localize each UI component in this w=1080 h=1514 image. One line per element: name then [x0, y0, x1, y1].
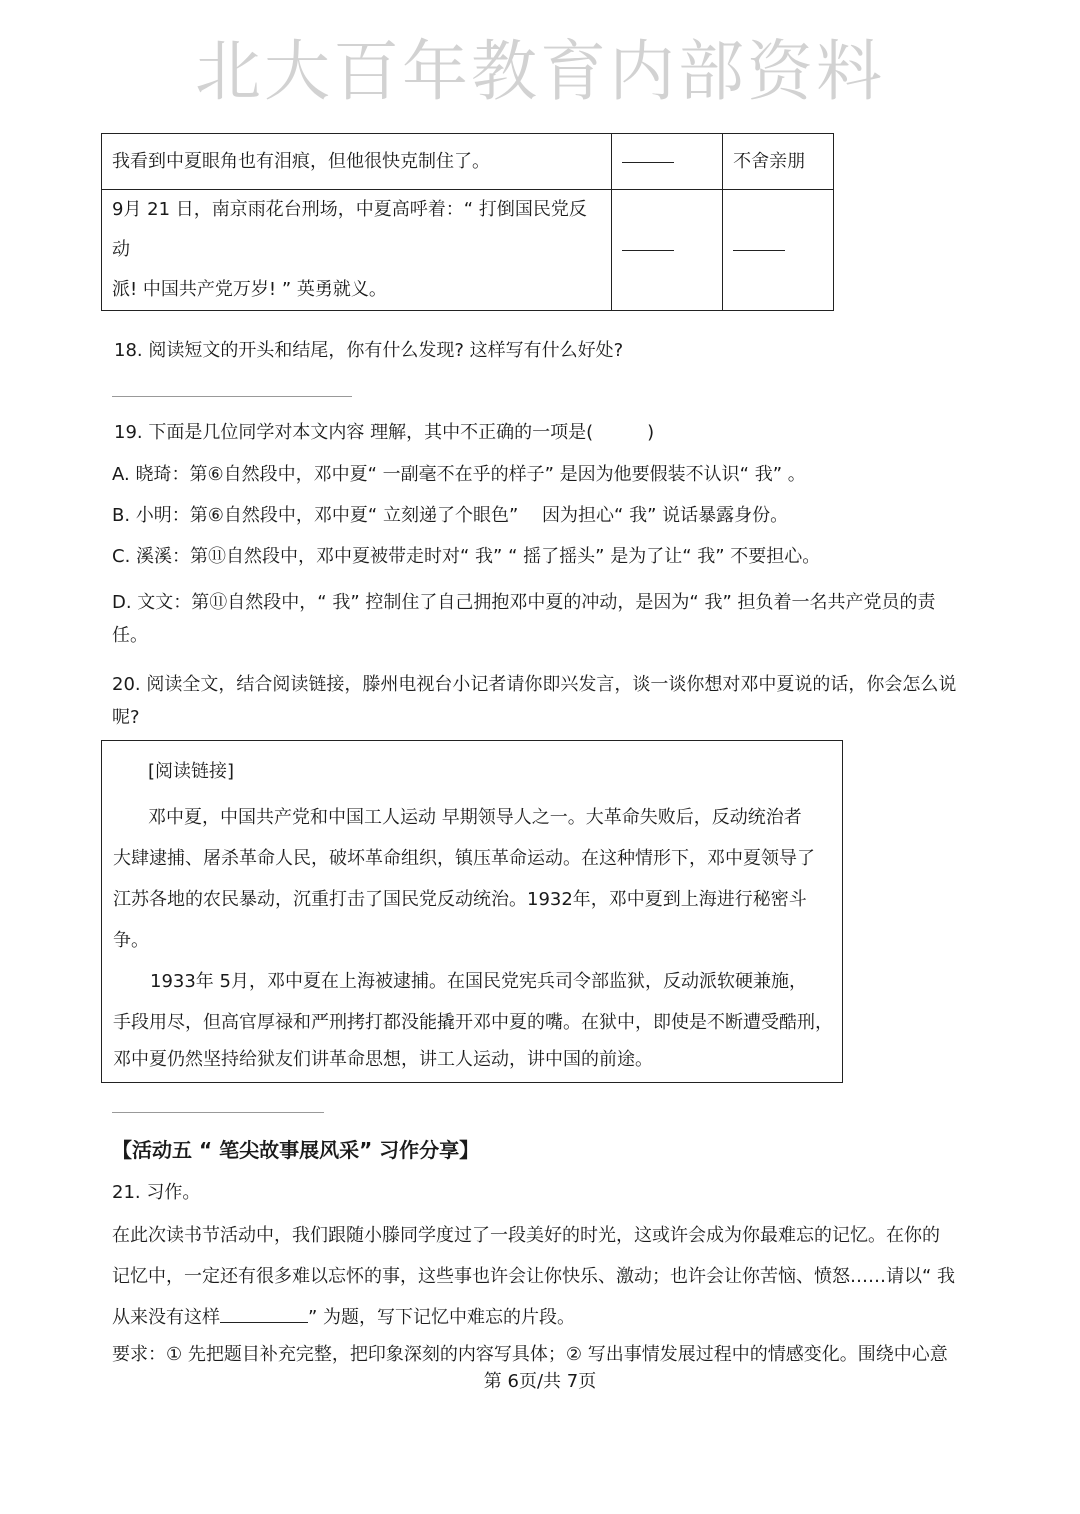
blank-cell[interactable]: [612, 190, 723, 311]
question-18: 18. 阅读短文的开头和结尾，你有什么发现? 这样写有什么好处?: [114, 340, 624, 361]
option-d-continued: 任。: [112, 625, 148, 646]
composition-prompt-line: 记忆中，一定还有很多难以忘怀的事，这些事也许会让你快乐、激动；也许会让你苦恼、愤怒……请以“ 我: [112, 1266, 956, 1287]
composition-requirements: 要求：① 先把题目补充完整，把印象深刻的内容写具体；② 写出事情发展过程中的情感变化。围绕中心意: [112, 1344, 948, 1365]
option-c[interactable]: C. 溪溪：第⑪自然段中，邓中夏被带走时对“ 我” “ 摇了摇头” 是为了让“ 我” 不要担心。: [112, 546, 821, 567]
answer-blank[interactable]: [622, 249, 674, 251]
option-b[interactable]: B. 小明：第⑥自然段中，邓中夏“ 立刻递了个眼色” 因为担心“ 我” 说话暴露身份。: [112, 505, 789, 526]
question-20: 20. 阅读全文，结合阅读链接，滕州电视台小记者请你即兴发言，谈一谈你想对邓中夏说的话，你会怎么说: [112, 674, 957, 695]
reading-link-line: 邓中夏，中国共产党和中国工人运动 早期领导人之一。大革命失败后，反动统治者: [148, 807, 802, 828]
page-number: 第 6页/共 7页: [483, 1371, 597, 1392]
reading-link-line: 争。: [113, 930, 149, 951]
blank-cell[interactable]: [723, 190, 834, 311]
table-cell: 不舍亲朋: [723, 134, 834, 190]
section-title: 【活动五 “ 笔尖故事展风采” 习作分享】: [112, 1138, 480, 1162]
table-row: [102, 190, 834, 311]
question-19-stem: 19. 下面是几位同学对本文内容 理解，其中不正确的一项是( ): [114, 422, 655, 443]
title-blank[interactable]: [220, 1304, 308, 1323]
emotion-table: [101, 133, 834, 311]
watermark: 北大百年教育内部资料: [195, 33, 885, 110]
title-suffix: ” 为题，写下记忆中难忘的片段。: [308, 1307, 576, 1328]
reading-link-line: 江苏各地的农民暴动，沉重打击了国民党反动统治。1932年，邓中夏到上海进行秘密斗: [113, 889, 807, 910]
table-cell: 我看到中夏眼角也有泪痕，但他很快克制住了。: [102, 134, 612, 190]
composition-prompt-line: [112, 1301, 972, 1335]
answer-blank[interactable]: [622, 161, 674, 163]
question-21-label: 21. 习作。: [112, 1182, 201, 1203]
option-d[interactable]: D. 文文：第⑪自然段中，“ 我” 控制住了自己拥抱邓中夏的冲动，是因为“ 我” 担负着一名共产党员的责: [112, 592, 936, 613]
reading-link-line: 手段用尽，但高官厚禄和严刑拷打都没能撬开邓中夏的嘴。在狱中，即使是不断遭受酷刑，: [113, 1012, 833, 1033]
blank-cell[interactable]: [612, 134, 723, 190]
reading-link-line: 邓中夏仍然坚持给狱友们讲革命思想，讲工人运动，讲中国的前途。: [113, 1049, 653, 1070]
table-row: [102, 134, 834, 190]
question-20-continued: 呢?: [112, 707, 140, 728]
cell-line: 9月 21 日，南京雨花台刑场，中夏高呼着：“ 打倒国民党反动: [112, 199, 587, 260]
table-cell: [102, 190, 612, 311]
reading-link-line: 1933年 5月，邓中夏在上海被逮捕。在国民党宪兵司令部监狱，反动派软硬兼施，: [150, 971, 807, 992]
option-a[interactable]: A. 晓琦：第⑥自然段中，邓中夏“ 一副毫不在乎的样子” 是因为他要假装不认识“ 我” 。: [112, 464, 806, 485]
answer-blank[interactable]: [733, 249, 785, 251]
composition-prompt-line: 在此次读书节活动中，我们跟随小滕同学度过了一段美好的时光，这或许会成为你最难忘的记忆。在你的: [112, 1225, 940, 1246]
reading-link-title: [阅读链接]: [148, 761, 235, 782]
reading-link-box: [101, 740, 843, 1083]
cell-line: 派! 中国共产党万岁! ” 英勇就义。: [112, 279, 387, 300]
title-prefix: 从来没有这样: [112, 1307, 220, 1328]
answer-line[interactable]: [112, 1112, 324, 1113]
answer-line[interactable]: [112, 396, 352, 397]
reading-link-line: 大肆逮捕、屠杀革命人民，破坏革命组织，镇压革命运动。在这种情形下，邓中夏领导了: [113, 848, 815, 869]
